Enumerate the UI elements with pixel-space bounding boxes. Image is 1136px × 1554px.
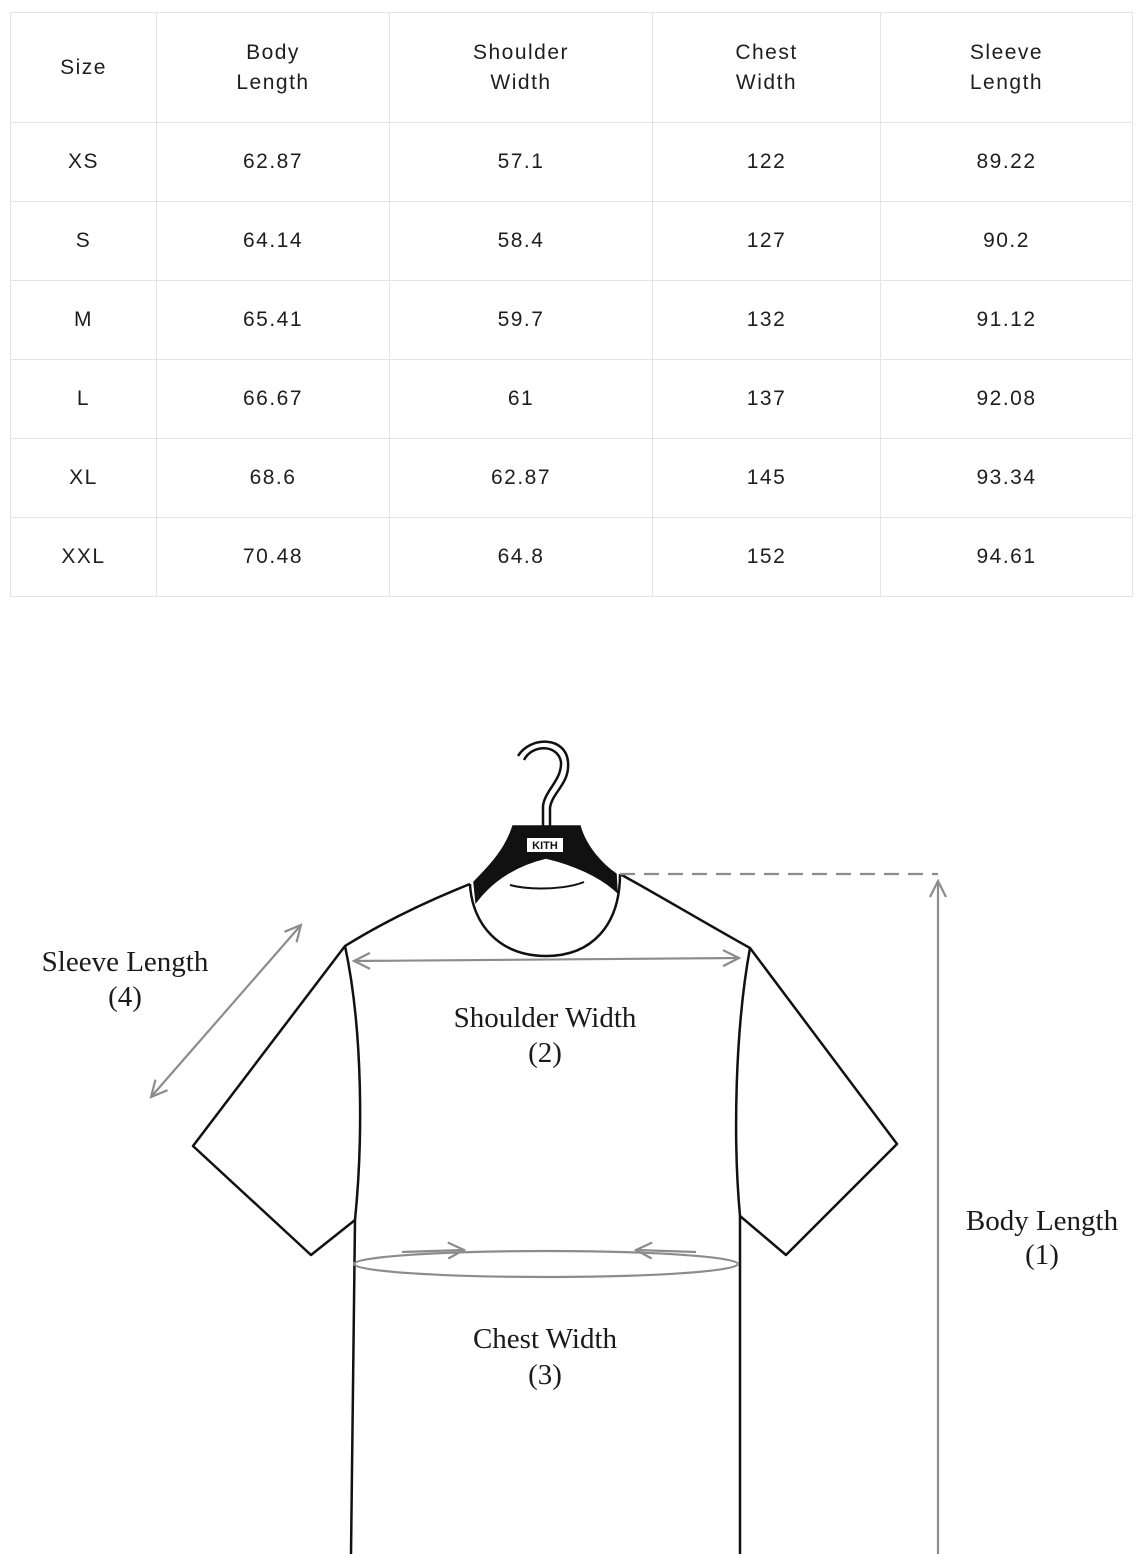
column-header-body-length: Body Length: [157, 13, 390, 123]
chest-width-arrow-left: [636, 1250, 696, 1252]
column-header-shoulder-width: Shoulder Width: [390, 13, 653, 123]
sleeve-length-number: (4): [108, 981, 142, 1013]
hanger-body-icon: [474, 826, 617, 902]
shoulder-width-number: (2): [528, 1037, 562, 1069]
body-length-cell: 64.14: [157, 202, 390, 281]
hanger-neck-curve: [510, 882, 584, 888]
body-length-cell: 65.41: [157, 281, 390, 360]
sleeve-length-cell: 93.34: [881, 439, 1133, 518]
shoulder-width-cell: 64.8: [390, 518, 653, 597]
column-header-size: Size: [11, 13, 157, 123]
sleeve-length-cell: 90.2: [881, 202, 1133, 281]
size-cell: M: [11, 281, 157, 360]
chest-width-loop: [354, 1251, 738, 1277]
sleeve-length-cell: 92.08: [881, 360, 1133, 439]
size-cell: XL: [11, 439, 157, 518]
chest-width-cell: 122: [653, 123, 881, 202]
body-length-cell: 70.48: [157, 518, 390, 597]
size-cell: L: [11, 360, 157, 439]
shoulder-width-cell: 61: [390, 360, 653, 439]
sleeve-length-cell: 94.61: [881, 518, 1133, 597]
shoulder-width-cell: 59.7: [390, 281, 653, 360]
column-header-sleeve-length: Sleeve Length: [881, 13, 1133, 123]
chest-width-cell: 145: [653, 439, 881, 518]
column-header-chest-width: Chest Width: [653, 13, 881, 123]
chest-width-label: Chest Width: [472, 1323, 618, 1355]
shoulder-width-cell: 58.4: [390, 202, 653, 281]
body-length-cell: 66.67: [157, 360, 390, 439]
chest-width-cell: 137: [653, 360, 881, 439]
shoulder-width-cell: 57.1: [390, 123, 653, 202]
chest-width-cell: 152: [653, 518, 881, 597]
shoulder-width-arrow: [354, 958, 739, 961]
size-cell: XXL: [11, 518, 157, 597]
chest-width-number: (3): [528, 1359, 562, 1391]
sleeve-length-cell: 89.22: [881, 123, 1133, 202]
brand-tag-text: KITH: [532, 840, 558, 852]
shoulder-width-label: Shoulder Width: [453, 1002, 637, 1034]
body-length-cell: 68.6: [157, 439, 390, 518]
hanger-hook-icon: [518, 742, 568, 828]
body-length-label: Body Length: [965, 1205, 1119, 1237]
chest-width-cell: 127: [653, 202, 881, 281]
tshirt-outline-icon: [193, 874, 897, 1554]
sleeve-length-label: Sleeve Length: [41, 946, 209, 978]
sleeve-length-cell: 91.12: [881, 281, 1133, 360]
size-cell: XS: [11, 123, 157, 202]
size-cell: S: [11, 202, 157, 281]
chest-width-cell: 132: [653, 281, 881, 360]
shoulder-width-cell: 62.87: [390, 439, 653, 518]
body-length-cell: 62.87: [157, 123, 390, 202]
body-length-number: (1): [1025, 1239, 1059, 1271]
